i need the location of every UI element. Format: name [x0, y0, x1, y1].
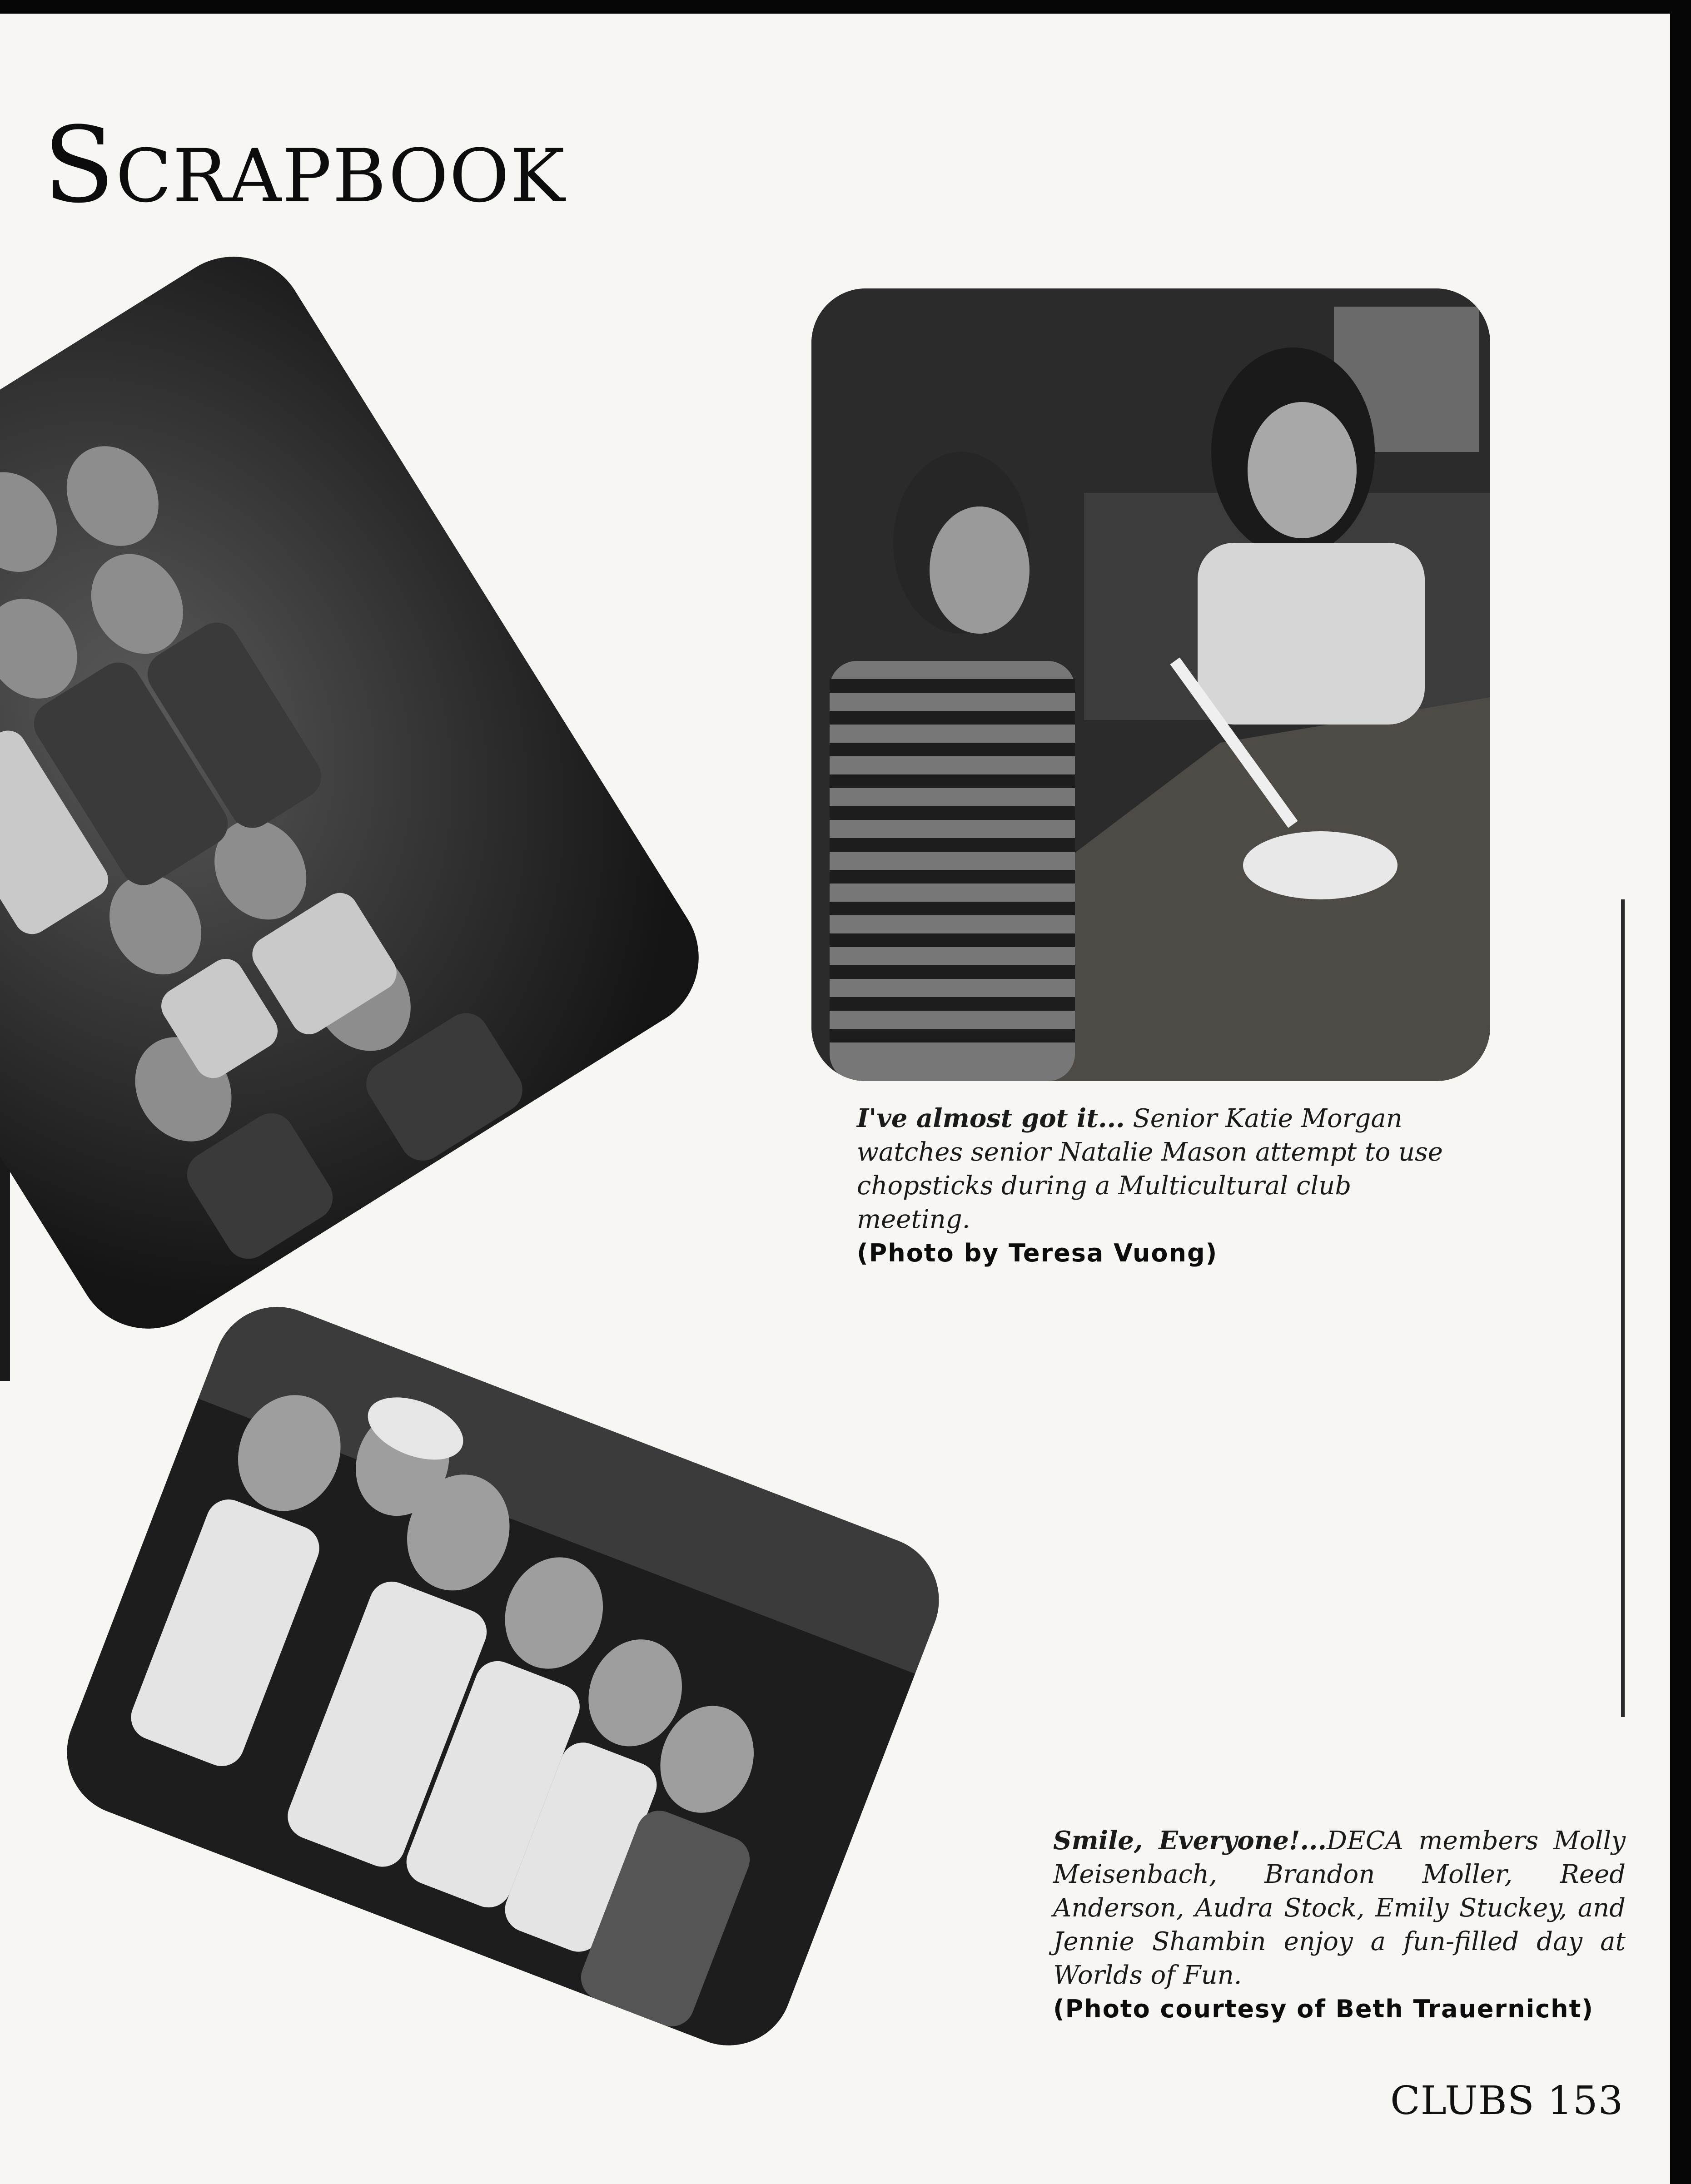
photo-credit: (Photo by Teresa Vuong)	[857, 1239, 1218, 1267]
two-students-with-chopsticks-photo	[811, 288, 1490, 1081]
deca-photo-caption	[1053, 1824, 1626, 2026]
group-of-students-photo	[0, 229, 726, 1356]
photo-credit: (Photo courtesy of Beth Trauernicht)	[1053, 1995, 1594, 2023]
chopsticks-photo-caption	[857, 1102, 1447, 1270]
caption-body: Senior Katie Morgan watches senior Natalie Mason attempt to use chopsticks during a Multicultural club meeting.	[857, 1104, 1443, 1234]
caption-lead: Smile, Everyone!...	[1053, 1826, 1327, 1856]
caption-body: DECA members Molly Meisenbach, Brandon Moller, Reed Anderson, Audra Stock, Emily Stuckey, and Jennie Shambin enjoy a fun-filled day at Worlds of Fun.	[1053, 1826, 1626, 1990]
deca-members-outdoors-photo	[49, 1288, 958, 2064]
page-folio: CLUBS 153	[1390, 2078, 1624, 2124]
page-binding-edge	[1621, 899, 1625, 1717]
caption-lead: I've almost got it...	[857, 1103, 1125, 1133]
scan-border-top	[0, 0, 1691, 14]
page-title: Scrapbook	[43, 105, 566, 226]
scan-border-right	[1670, 0, 1691, 2184]
